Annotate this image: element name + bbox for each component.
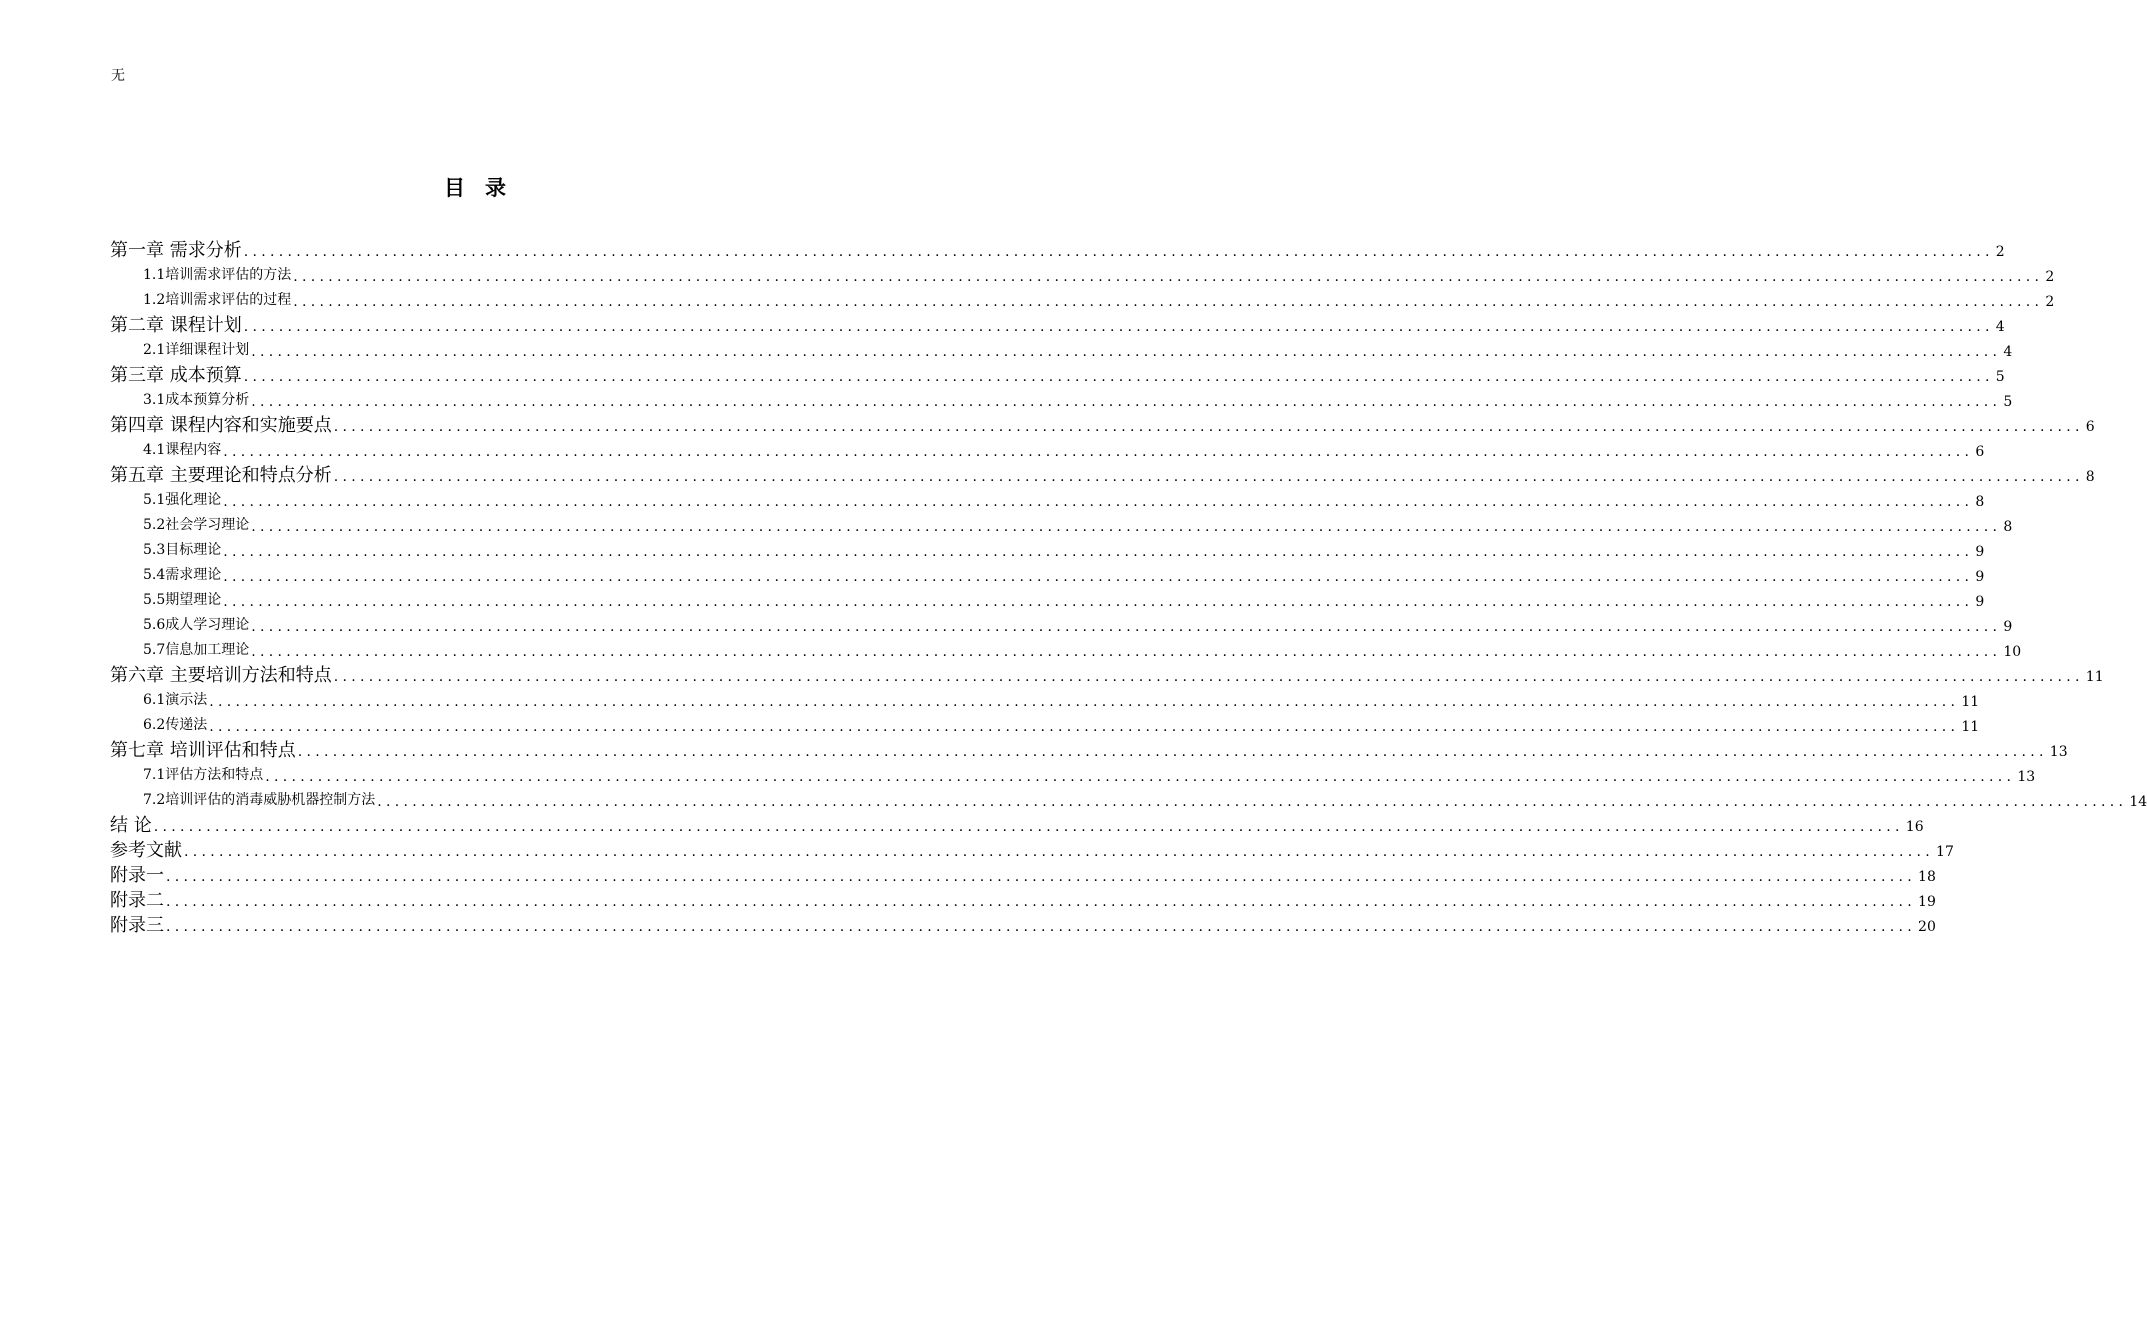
toc-entry-label: 5.4需求理论 bbox=[143, 567, 222, 583]
toc-entry-label: 6.2传递法 bbox=[143, 717, 208, 733]
toc-entry-page: 2 bbox=[2045, 269, 2055, 285]
toc-entry-label: 第六章 主要培训方法和特点 bbox=[110, 665, 332, 686]
toc-leader-dots: ........................................................................................................................................................................................................ bbox=[293, 294, 2044, 310]
toc-leader-dots: ........................................................................................................................................................................................................ bbox=[333, 469, 2084, 485]
toc-entry[interactable] bbox=[110, 388, 2013, 413]
toc-entry-page: 13 bbox=[2049, 744, 2068, 760]
toc-entry-page: 8 bbox=[2003, 519, 2013, 535]
toc-leader-dots: ........................................................................................................................................................................................................ bbox=[223, 494, 1974, 510]
toc-leader-dots: ........................................................................................................................................................................................................ bbox=[251, 519, 2002, 535]
toc-entry-page: 5 bbox=[1995, 369, 2005, 385]
toc-entry-page: 8 bbox=[2085, 469, 2095, 485]
toc-entry-page: 9 bbox=[1975, 544, 1985, 560]
toc-entry-label: 3.1成本预算分析 bbox=[143, 392, 250, 408]
toc-entry-label: 附录二 bbox=[110, 890, 164, 911]
toc-entry[interactable] bbox=[110, 763, 2036, 788]
toc-entry-page: 20 bbox=[1918, 919, 1936, 935]
toc-leader-dots: ........................................................................................................................................................................................................ bbox=[333, 419, 2084, 435]
toc-leader-dots: ........................................................................................................................................................................................................ bbox=[223, 444, 1974, 460]
toc-title: 目录 bbox=[444, 175, 526, 200]
toc-entry-label: 7.1评估方法和特点 bbox=[143, 767, 264, 783]
toc-entry-label: 1.1培训需求评估的方法 bbox=[143, 267, 292, 283]
toc-leader-dots: ........................................................................................................................................................................................................ bbox=[333, 669, 2084, 685]
toc-entry-page: 6 bbox=[1975, 444, 1985, 460]
toc-leader-dots: ........................................................................................................................................................................................................ bbox=[243, 369, 1994, 385]
toc-entry-page: 11 bbox=[2085, 669, 2104, 685]
toc-entry[interactable] bbox=[110, 713, 1980, 738]
toc-entry-page: 11 bbox=[1961, 694, 1980, 710]
toc-leader-dots: ........................................................................................................................................................................................................ bbox=[166, 894, 1917, 910]
toc-entry-page: 10 bbox=[2003, 644, 2022, 660]
toc-entry-label: 结 论 bbox=[110, 815, 152, 836]
toc-entry[interactable] bbox=[110, 613, 2013, 638]
toc-entry[interactable] bbox=[110, 688, 1980, 713]
toc-entry[interactable] bbox=[110, 338, 2013, 363]
toc-entry-label: 5.3目标理论 bbox=[143, 542, 222, 558]
toc-entry[interactable] bbox=[110, 238, 2005, 263]
toc-entry[interactable] bbox=[110, 788, 2147, 813]
toc-leader-dots: ........................................................................................................................................................................................................ bbox=[184, 844, 1935, 860]
toc-entry[interactable] bbox=[110, 313, 2005, 338]
toc-entry-label: 5.5期望理论 bbox=[143, 592, 222, 608]
toc-entry-page: 19 bbox=[1918, 894, 1936, 910]
toc-entry[interactable] bbox=[110, 538, 1985, 563]
toc-leader-dots: ........................................................................................................................................................................................................ bbox=[265, 769, 2016, 785]
toc-entry-label: 参考文献 bbox=[110, 840, 182, 861]
toc-entry-page: 18 bbox=[1918, 869, 1936, 885]
toc-entry-page: 4 bbox=[1995, 319, 2005, 335]
toc-entry-label: 第四章 课程内容和实施要点 bbox=[110, 415, 332, 436]
toc-entry[interactable] bbox=[110, 288, 2055, 313]
toc-leader-dots: ........................................................................................................................................................................................................ bbox=[377, 794, 2128, 810]
toc-leader-dots: ........................................................................................................................................................................................................ bbox=[251, 644, 2002, 660]
toc-leader-dots: ........................................................................................................................................................................................................ bbox=[153, 819, 1904, 835]
toc-leader-dots: ........................................................................................................................................................................................................ bbox=[223, 544, 1974, 560]
toc-entry-page: 13 bbox=[2017, 769, 2036, 785]
toc-entry[interactable] bbox=[110, 513, 2013, 538]
toc-entry[interactable] bbox=[110, 588, 1985, 613]
toc-leader-dots: ........................................................................................................................................................................................................ bbox=[209, 719, 1960, 735]
page-header: 无 bbox=[111, 68, 125, 84]
toc-entry[interactable] bbox=[110, 363, 2005, 388]
toc-leader-dots: ........................................................................................................................................................................................................ bbox=[297, 744, 2048, 760]
toc-leader-dots: ........................................................................................................................................................................................................ bbox=[251, 344, 2002, 360]
toc-entry-label: 7.2培训评估的消毒威胁机器控制方法 bbox=[143, 792, 376, 808]
toc-entry-label: 第七章 培训评估和特点 bbox=[110, 740, 296, 761]
toc-entry-label: 5.6成人学习理论 bbox=[143, 617, 250, 633]
toc-entry-page: 17 bbox=[1936, 844, 1954, 860]
toc-entry-label: 1.2培训需求评估的过程 bbox=[143, 292, 292, 308]
toc-entry-page: 9 bbox=[1975, 569, 1985, 585]
toc-leader-dots: ........................................................................................................................................................................................................ bbox=[243, 319, 1994, 335]
toc-entry-label: 4.1课程内容 bbox=[143, 442, 222, 458]
toc-leader-dots: ........................................................................................................................................................................................................ bbox=[223, 569, 1974, 585]
table-of-contents bbox=[110, 238, 2147, 938]
toc-entry-label: 第一章 需求分析 bbox=[110, 240, 242, 261]
toc-entry[interactable] bbox=[110, 438, 1985, 463]
toc-entry-page: 5 bbox=[2003, 394, 2013, 410]
toc-entry[interactable] bbox=[110, 838, 1954, 863]
toc-entry-page: 9 bbox=[2003, 619, 2013, 635]
toc-entry-label: 附录一 bbox=[110, 865, 164, 886]
toc-entry-page: 4 bbox=[2003, 344, 2013, 360]
toc-leader-dots: ........................................................................................................................................................................................................ bbox=[223, 594, 1974, 610]
toc-entry[interactable] bbox=[110, 913, 1936, 938]
toc-entry[interactable] bbox=[110, 463, 2095, 488]
toc-leader-dots: ........................................................................................................................................................................................................ bbox=[166, 919, 1917, 935]
toc-entry-page: 6 bbox=[2085, 419, 2095, 435]
toc-entry-label: 第五章 主要理论和特点分析 bbox=[110, 465, 332, 486]
toc-entry[interactable] bbox=[110, 413, 2095, 438]
toc-entry-page: 14 bbox=[2129, 794, 2147, 810]
toc-entry-page: 16 bbox=[1905, 819, 1924, 835]
toc-entry-page: 8 bbox=[1975, 494, 1985, 510]
toc-entry[interactable] bbox=[110, 663, 2104, 688]
toc-entry[interactable] bbox=[110, 638, 2022, 663]
toc-entry-label: 5.1强化理论 bbox=[143, 492, 222, 508]
toc-leader-dots: ........................................................................................................................................................................................................ bbox=[251, 619, 2002, 635]
toc-entry[interactable] bbox=[110, 263, 2055, 288]
toc-entry-label: 5.2社会学习理论 bbox=[143, 517, 250, 533]
toc-entry[interactable] bbox=[110, 738, 2068, 763]
toc-entry-page: 11 bbox=[1961, 719, 1980, 735]
toc-entry[interactable] bbox=[110, 563, 1985, 588]
toc-entry-page: 2 bbox=[2045, 294, 2055, 310]
toc-entry[interactable] bbox=[110, 488, 1985, 513]
toc-entry-label: 6.1演示法 bbox=[143, 692, 208, 708]
toc-entry[interactable] bbox=[110, 813, 1924, 838]
toc-leader-dots: ........................................................................................................................................................................................................ bbox=[243, 244, 1994, 260]
toc-entry-label: 附录三 bbox=[110, 915, 164, 936]
toc-entry-label: 2.1详细课程计划 bbox=[143, 342, 250, 358]
toc-leader-dots: ........................................................................................................................................................................................................ bbox=[251, 394, 2002, 410]
toc-entry-page: 9 bbox=[1975, 594, 1985, 610]
toc-entry[interactable] bbox=[110, 863, 1936, 888]
toc-leader-dots: ........................................................................................................................................................................................................ bbox=[166, 869, 1917, 885]
toc-entry-label: 5.7信息加工理论 bbox=[143, 642, 250, 658]
toc-entry-page: 2 bbox=[1995, 244, 2005, 260]
toc-entry[interactable] bbox=[110, 888, 1936, 913]
toc-entry-label: 第三章 成本预算 bbox=[110, 365, 242, 386]
toc-entry-label: 第二章 课程计划 bbox=[110, 315, 242, 336]
toc-leader-dots: ........................................................................................................................................................................................................ bbox=[293, 269, 2044, 285]
toc-leader-dots: ........................................................................................................................................................................................................ bbox=[209, 694, 1960, 710]
